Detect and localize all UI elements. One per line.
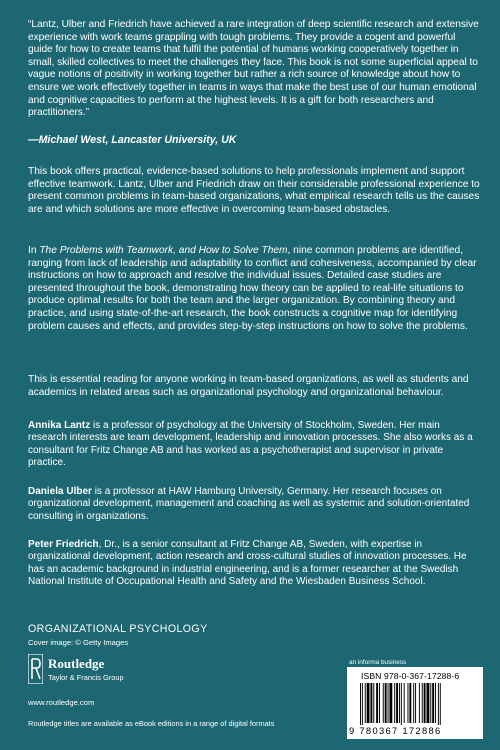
- subject-category: ORGANIZATIONAL PSYCHOLOGY: [28, 623, 208, 635]
- author-bio-lantz: [28, 420, 480, 470]
- isbn-barcode-block: [347, 667, 483, 739]
- description-paragraph-2: [28, 245, 480, 333]
- author-name: Annika Lantz: [28, 420, 91, 431]
- description-paragraph-3: This is essential reading for anyone working in team-based organizations, as well as students and academics in related areas such as organizational psychology and organizational behaviour.: [28, 374, 469, 398]
- author-bio-text: , Dr., is a senior consultant at Fritz Change AB, Sweden, with expertise in organizational development, action research and cross-cultural studies of innovation processes. He has an academic background in industrial engineering, and is a former researcher at the Swedish National Institute of Occupational Health and Safety and the Wiesbaden Business School.: [28, 539, 467, 588]
- publisher-logo: [28, 652, 148, 688]
- para2-rest: , nine common problems are identified, ranging from lack of leadership and adaptability to conflict and cohesiveness, accompanied by clear instructions on how to approach and resolve the individual issues. Detailed case studies are presented throughout the book, demonstrating how theory can be applied to real-life situations to produce optimal results for both the team and the larger organization. By combining theory and practice, and using state-of-the-art research, the book constructs a cognitive map for identifying problem causes and effects, and provides step-by-step instructions on how to solve the problems.: [28, 245, 477, 332]
- publisher-url: www.routledge.com: [28, 698, 95, 707]
- author-bio-text: is a professor at HAW Hamburg University, Germany. Her research focuses on organizational development, management and coaching as well as systemic and solution-orientated consulting in organizations.: [28, 486, 470, 522]
- author-bio-friedrich: [28, 539, 480, 589]
- publisher-name: Routledge: [48, 656, 105, 671]
- author-name: Daniela Ulber: [28, 486, 92, 497]
- description-paragraph-1: This book offers practical, evidence-based solutions to help professionals implement and support effective teamwork. Lantz, Ulber and Friedrich draw on their considerable professional experience to present common problems in team-based organizations, what empirical research tells us the causes are and which solutions are more effective in overcoming team-based obstacles.: [28, 166, 480, 215]
- ebook-note: Routledge titles are available as eBook editions in a range of digital formats: [28, 719, 275, 728]
- informa-tagline: an informa business: [349, 659, 407, 666]
- cover-credit: Cover image: © Getty Images: [28, 638, 129, 647]
- isbn-label: ISBN 978-0-367-17288-6: [361, 671, 460, 681]
- author-name: Peter Friedrich: [28, 539, 99, 550]
- author-bio-ulber: [28, 486, 480, 523]
- para2-prefix: In: [28, 245, 40, 256]
- barcode-icon: [360, 683, 472, 725]
- routledge-logo-icon: [28, 654, 43, 684]
- endorsement-quote: “Lantz, Ulber and Friedrich have achieved a rare integration of deep scientific research and extensive experience with work teams grappling with tough problems. They provide a cogent and powerful guide for how to create teams that fulfil the potential of humans working cooperatively together in small, skilled collectives to meet the challenges they face. This book is not some superficial appeal to vague notions of positivity in working together but rather a rich source of knowledge about how to ensure we work effectively together in teams in ways that make the best use of our human emotional and cognitive capacities to perform at the highest levels. It is a gift for both researchers and practitioners.”: [28, 19, 479, 119]
- author-bio-text: is a professor of psychology at the University of Stockholm, Sweden. Her main research interests are team development, leadership and innovation processes. She also works as a consultant for Fritz Change AB and has worked as a psychotherapist and supervisor in private practice.: [28, 420, 473, 469]
- book-title: The Problems with Teamwork, and How to Solve Them: [39, 245, 288, 256]
- endorsement-attribution: —Michael West, Lancaster University, UK: [28, 134, 237, 146]
- barcode-number: 9 780367 172886: [349, 725, 442, 736]
- publisher-group: Taylor & Francis Group: [48, 673, 124, 682]
